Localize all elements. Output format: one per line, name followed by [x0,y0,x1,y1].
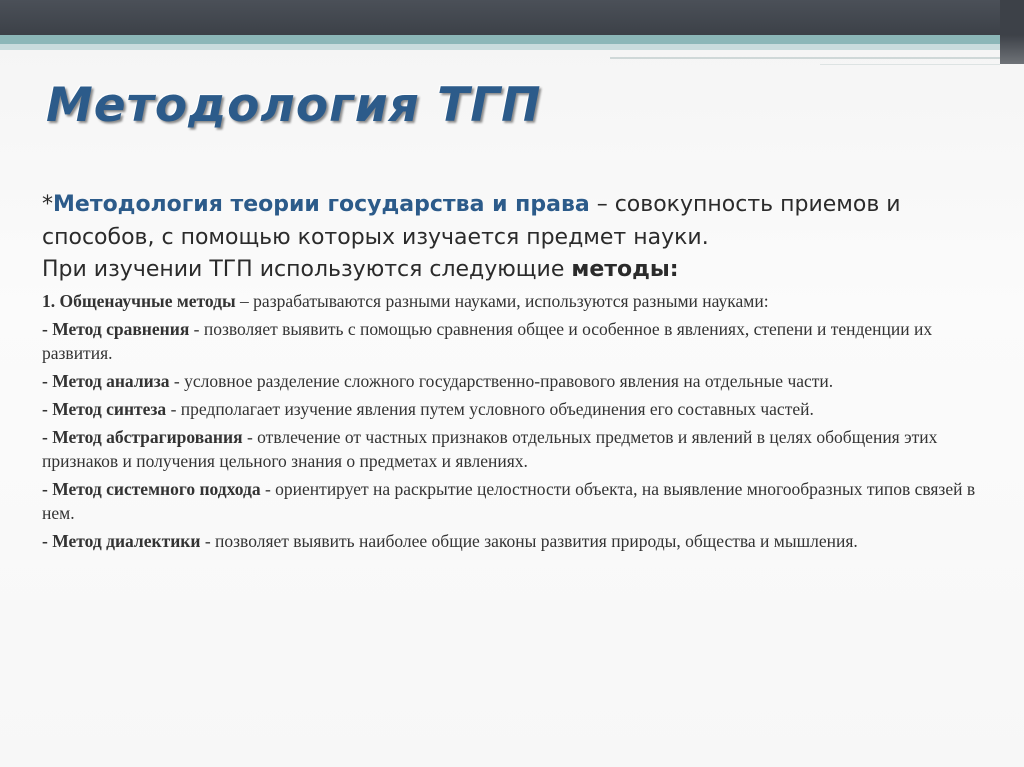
method-sep: - [242,427,258,447]
method-desc: позволяет выявить наиболее общие законы развития природы, общества и мышления. [215,531,858,551]
method-desc: разрабатываются разными науками, используются разными науками: [253,291,769,311]
method-desc: предполагает изучение явления путем условного объединения его составных частей. [180,399,814,419]
header-light-bar [0,44,1000,50]
method-name: - Метод синтеза [42,399,167,419]
method-sep: - [200,531,216,551]
header-dark-bar [0,0,1000,35]
method-name: 1. Общенаучные методы [42,291,236,311]
header-accent-line [610,57,1000,59]
definition-text: – совокупность приемов и способов, с помощью которых изучается предмет науки. [42,192,901,250]
method-name: - Метод анализа [42,371,170,391]
list-item [42,529,997,553]
list-item [42,289,997,313]
method-sep: - [189,319,204,339]
method-sep: - [169,371,185,391]
list-item [42,369,997,393]
slide-content [42,188,997,557]
method-sep: - [166,399,181,419]
bullet-star: * [42,192,53,217]
method-sep: - [260,479,276,499]
defined-term: Методология теории государства и права [53,192,590,217]
method-name: - Метод сравнения [42,319,190,339]
methods-intro-bold: методы: [571,257,679,282]
slide-title: Методология ТГП [46,78,542,133]
method-desc: отвлечение от частных признаков отдельных предметов и явлений в целях обобщения этих признаков и получения цельного знания о предметах и явлениях. [42,427,938,471]
header-teal-bar [0,35,1000,44]
method-desc: ориентирует на раскрытие целостности объекта, на выявление многообразных типов связей в нем. [42,479,976,523]
method-name: - Метод диалектики [42,531,201,551]
list-item [42,425,997,473]
list-item [42,317,997,365]
header-accent-line-2 [820,64,1000,65]
method-desc: позволяет выявить с помощью сравнения общее и особенное в явлениях, степени и тенденции их развития. [42,319,933,363]
list-item [42,477,997,525]
header-corner-block [1000,0,1024,64]
definition-paragraph [42,188,997,254]
list-item [42,397,997,421]
method-sep: – [235,291,254,311]
methods-intro [42,254,997,285]
method-desc: условное разделение сложного государственно-правового явления на отдельные части. [184,371,834,391]
method-name: - Метод абстрагирования [42,427,243,447]
methods-intro-text: При изучении ТГП используются следующие [42,257,572,282]
method-name: - Метод системного подхода [42,479,261,499]
methods-list [42,289,997,553]
